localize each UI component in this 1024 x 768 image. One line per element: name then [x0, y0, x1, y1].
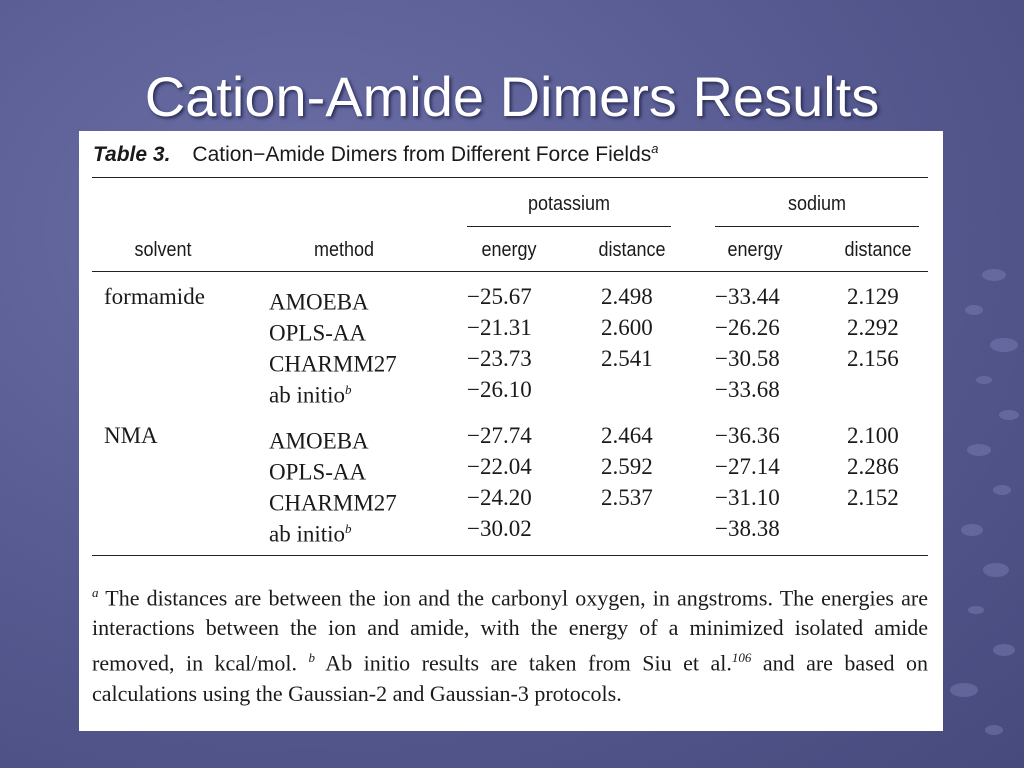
- cell-k-distance: 2.537: [601, 485, 653, 510]
- column-header-solvent: solvent: [134, 239, 192, 261]
- column-header-method: method: [313, 239, 375, 261]
- top-rule: [92, 177, 928, 178]
- cell-k-energy: −21.31: [467, 315, 532, 340]
- footnote-mark-a: a: [92, 585, 99, 600]
- cell-k-distance: 2.464: [601, 423, 653, 448]
- cell-na-energy: −27.14: [715, 454, 780, 479]
- table-caption: [93, 141, 659, 167]
- cell-method: ab initio$^b$: [269, 521, 352, 547]
- cell-method: CHARMM27: [269, 490, 397, 516]
- cell-na-energy: −36.36: [715, 423, 780, 448]
- table-row: [79, 312, 943, 346]
- cell-na-distance: 2.129: [847, 284, 899, 309]
- table-caption-text: Cation−Amide Dimers from Different Force Fields: [192, 143, 652, 166]
- column-header-k-energy: energy: [481, 239, 537, 261]
- cell-na-energy: −33.68: [715, 377, 780, 402]
- cell-method: CHARMM27: [269, 351, 397, 377]
- footnote-reference: 106: [731, 650, 752, 666]
- cell-method: OPLS-AA: [269, 320, 367, 346]
- table-row: [79, 420, 943, 454]
- cell-solvent: formamide: [104, 284, 205, 309]
- cell-na-distance: 2.156: [847, 346, 899, 371]
- cell-k-distance: 2.541: [601, 346, 653, 371]
- cell-na-energy: −38.38: [715, 516, 780, 541]
- slide-title: Cation-Amide Dimers Results: [144, 65, 880, 128]
- table-row: [79, 281, 943, 315]
- table-label: Table 3.: [93, 143, 171, 166]
- table-footnote: [92, 578, 928, 709]
- cell-na-distance: 2.286: [847, 454, 899, 479]
- cell-k-energy: −30.02: [467, 516, 532, 541]
- cell-k-distance: 2.600: [601, 315, 653, 340]
- potassium-rule: [467, 226, 671, 227]
- cell-na-energy: −30.58: [715, 346, 780, 371]
- cell-method: AMOEBA: [269, 428, 369, 454]
- column-header-na-distance: distance: [844, 239, 912, 261]
- footnote-mark-b: b: [308, 650, 316, 666]
- cell-k-energy: −23.73: [467, 346, 532, 371]
- cell-na-distance: 2.292: [847, 315, 899, 340]
- results-table: [79, 131, 943, 731]
- cell-method: ab initio$^b$: [269, 382, 352, 408]
- footnote-text-b: Ab initio results are taken from Siu et al.: [315, 650, 732, 676]
- table-row: [79, 343, 943, 377]
- footnote-text-c: and are based on calculations using the Gaussian-2 and Gaussian-3 protocols.: [92, 650, 928, 706]
- cell-na-energy: −31.10: [715, 485, 780, 510]
- cell-na-distance: 2.152: [847, 485, 899, 510]
- cell-method: AMOEBA: [269, 289, 369, 315]
- cell-solvent: NMA: [104, 423, 158, 448]
- table-row: [79, 482, 943, 516]
- cell-k-energy: −22.04: [467, 454, 532, 479]
- header-rule: [92, 271, 928, 272]
- table-row: [79, 451, 943, 485]
- caption-footnote-mark: a: [651, 141, 659, 156]
- sodium-rule: [715, 226, 919, 227]
- cell-k-distance: 2.592: [601, 454, 653, 479]
- column-header-na-energy: energy: [727, 239, 783, 261]
- table-row: [79, 374, 943, 408]
- group-header-sodium: sodium: [787, 193, 847, 215]
- cell-na-distance: 2.100: [847, 423, 899, 448]
- cell-method: OPLS-AA: [269, 459, 367, 485]
- footnote-text-a: The distances are between the ion and the carbonyl oxygen, in angstroms. The energies are interactions between the ion and amide, with the energy of a minimized isolated amide removed, in kcal/mol.: [92, 585, 928, 676]
- column-header-k-distance: distance: [598, 239, 666, 261]
- cell-k-energy: −24.20: [467, 485, 532, 510]
- cell-na-energy: −33.44: [715, 284, 780, 309]
- cell-k-energy: −25.67: [467, 284, 532, 309]
- cell-k-energy: −27.74: [467, 423, 532, 448]
- table-row: [79, 513, 943, 547]
- cell-na-energy: −26.26: [715, 315, 780, 340]
- cell-k-energy: −26.10: [467, 377, 532, 402]
- cell-k-distance: 2.498: [601, 284, 653, 309]
- group-header-potassium: potassium: [527, 193, 611, 215]
- bottom-rule: [92, 555, 928, 556]
